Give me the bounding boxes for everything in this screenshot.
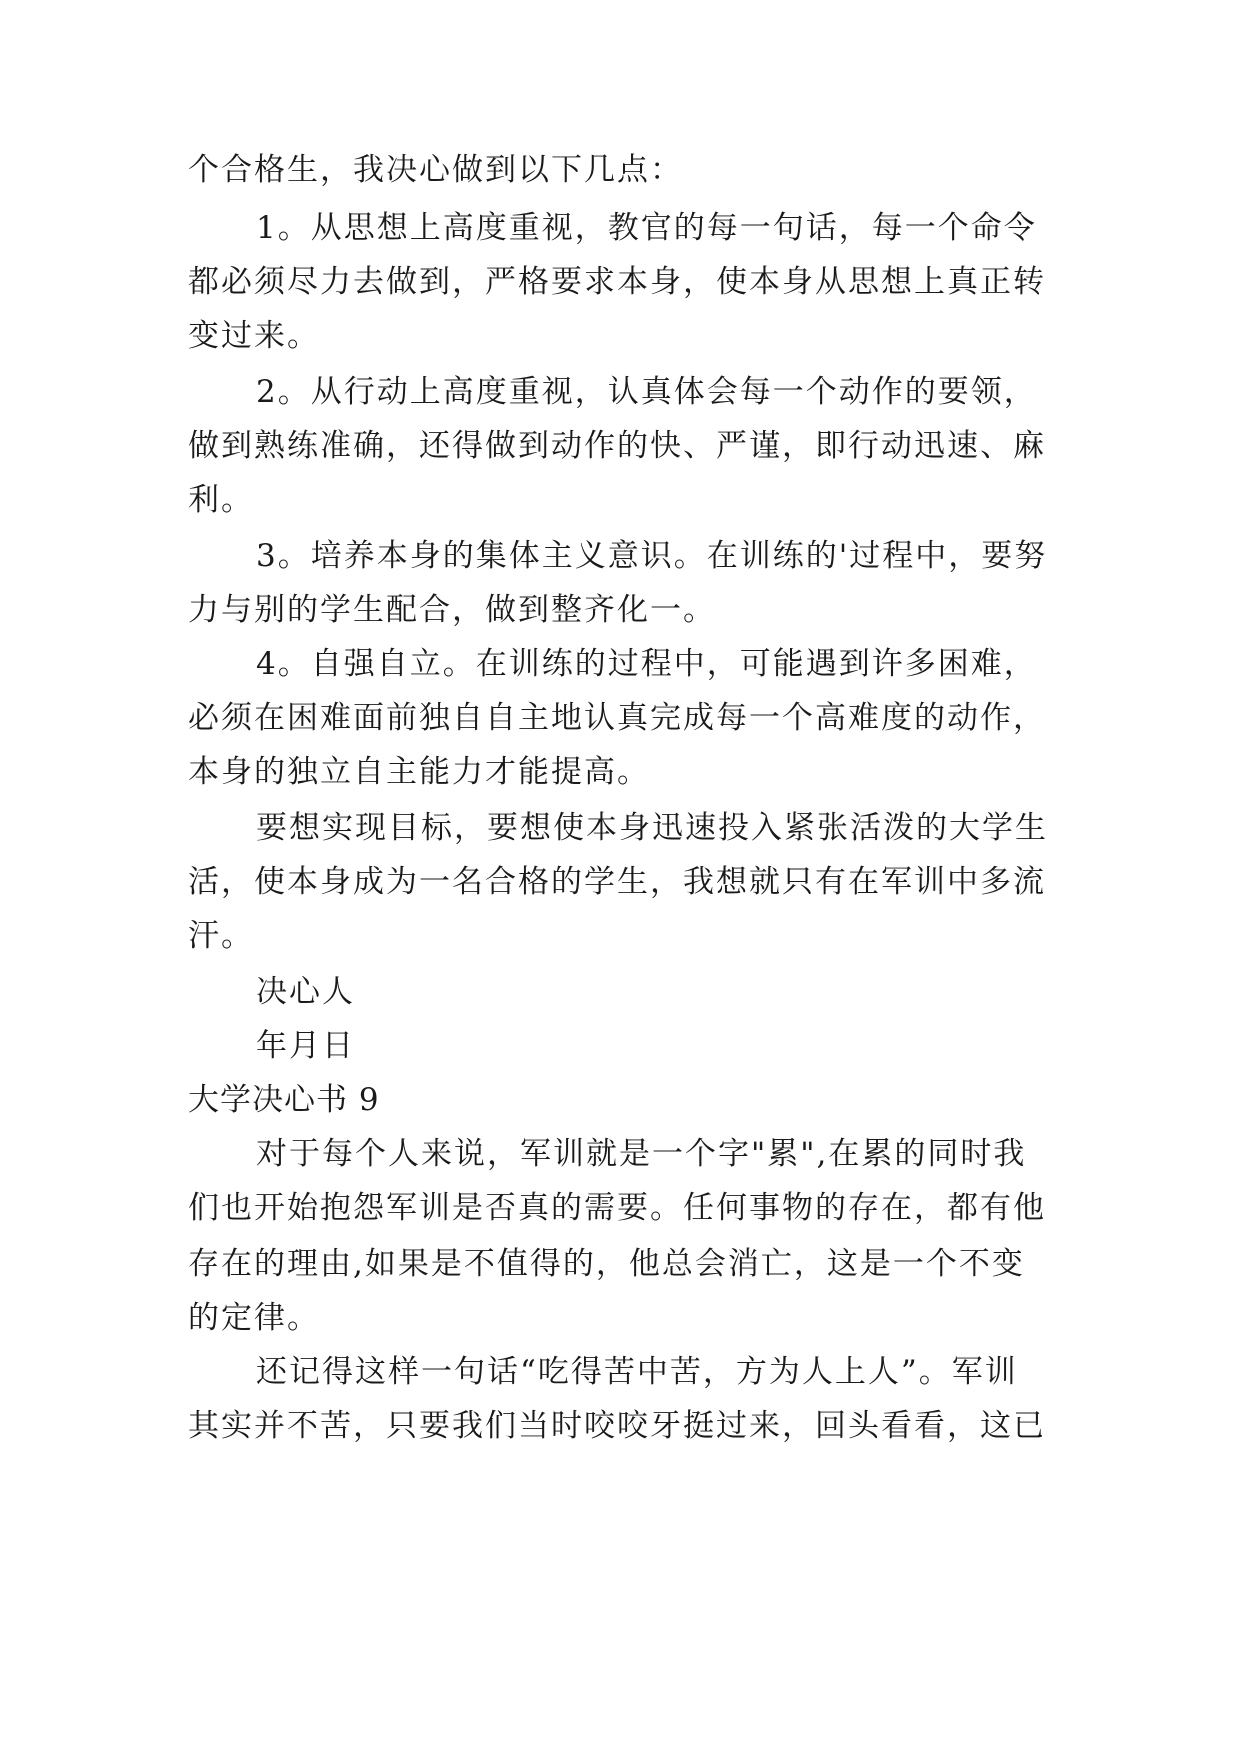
text-line: 其实并不苦，只要我们当时咬咬牙挺过来，回头看看，这已: [188, 1408, 1046, 1444]
text-line: 都必须尽力去做到，严格要求本身，使本身从思想上真正转: [188, 264, 1046, 300]
text-line: 做到熟练准确，还得做到动作的快、严谨，即行动迅速、麻: [188, 428, 1046, 464]
text-line: 本身的独立自主能力才能提高。: [188, 754, 650, 790]
text-line: 2。从行动上高度重视，认真体会每一个动作的要领，: [256, 374, 1037, 410]
text-line: 要想实现目标，要想使本身迅速投入紧张活泼的大学生: [256, 810, 1048, 846]
text-line: 力与别的学生配合，做到整齐化一。: [188, 592, 716, 628]
text-line: 存在的理由,如果是不值得的，他总会消亡，这是一个不变: [188, 1246, 1025, 1282]
text-line: 年月日: [256, 1028, 355, 1064]
text-line: 活，使本身成为一名合格的学生，我想就只有在军训中多流: [188, 864, 1046, 900]
text-line: 决心人: [256, 974, 355, 1010]
section-heading: 大学决心书 9: [188, 1082, 380, 1118]
text-line: 的定律。: [188, 1300, 320, 1336]
text-line: 1。从思想上高度重视，教官的每一句话，每一个命令: [256, 210, 1037, 246]
text-line: 变过来。: [188, 318, 320, 354]
text-line: 们也开始抱怨军训是否真的需要。任何事物的存在，都有他: [188, 1190, 1046, 1226]
text-line: 个合格生，我决心做到以下几点：: [188, 152, 683, 188]
text-line: 必须在困难面前独自自主地认真完成每一个高难度的动作，: [188, 700, 1046, 736]
text-line: 汗。: [188, 918, 254, 954]
text-line: 4。自强自立。在训练的过程中，可能遇到许多困难，: [256, 646, 1037, 682]
text-line: 还记得这样一句话“吃得苦中苦，方为人上人”。军训: [256, 1354, 1018, 1390]
text-line: 对于每个人来说，军训就是一个字"累",在累的同时我: [256, 1136, 1027, 1172]
text-line: 利。: [188, 482, 254, 518]
text-line: 3。培养本身的集体主义意识。在训练的'过程中，要努: [256, 538, 1048, 574]
